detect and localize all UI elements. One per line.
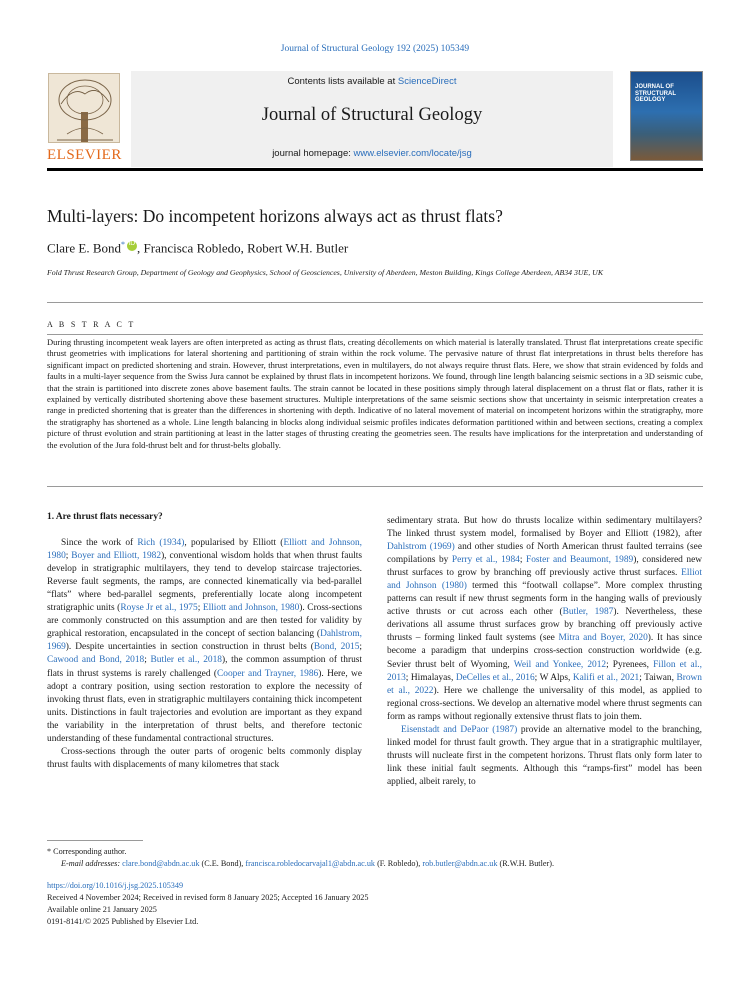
body-text: termed this “footwall collapse”. More complex thrusting patterns can result if new thrust segments form in the hanging walls of previously active thrusts or cut across each other ( <box>387 581 703 618</box>
affiliation: Fold Thrust Research Group, Department of Geology and Geophysics, School of Geosciences, University of Aberdeen, Meston Building, Kings College Aberdeen, AB34 3UE, UK <box>47 268 604 277</box>
corresponding-author-note: * Corresponding author. <box>47 847 127 856</box>
body-text: ; Pyrenees, <box>606 659 654 670</box>
abstract-top-rule <box>47 302 703 303</box>
reference-link[interactable]: Elliott and Johnson, 1980 <box>47 538 363 562</box>
journal-homepage-link[interactable]: www.elsevier.com/locate/jsg <box>353 148 472 159</box>
paragraph <box>387 724 702 789</box>
article-history <box>47 880 703 928</box>
corresponding-author-mark[interactable]: * <box>121 240 126 249</box>
abstract-heading: A B S T R A C T <box>47 320 136 329</box>
homepage-line <box>131 148 613 159</box>
reference-link[interactable]: DeCelles et al., 2016 <box>455 672 535 683</box>
elsevier-tree-icon <box>48 73 120 143</box>
abstract-heading-rule <box>47 334 703 335</box>
reference-link[interactable]: Eisenstadt and DePaor (1987) <box>401 724 518 735</box>
journal-citation-link[interactable]: Journal of Structural Geology 192 (2025) 105349 <box>280 44 470 54</box>
email-link[interactable]: rob.butler@abdn.ac.uk <box>422 859 498 868</box>
footnote-rule <box>47 840 143 841</box>
author-separator: , <box>240 240 248 256</box>
reference-link[interactable]: Elliot and Johnson (1980) <box>387 568 702 592</box>
doi-link[interactable]: https://doi.org/10.1016/j.jsg.2025.105349 <box>47 881 184 890</box>
reference-link[interactable]: Rich (1934) <box>137 538 185 549</box>
reference-link[interactable]: Brown et al., 2022 <box>387 672 702 696</box>
homepage-prefix: journal homepage: <box>272 148 354 159</box>
cover-title-text: JOURNAL OF STRUCTURAL GEOLOGY <box>635 84 676 103</box>
reference-link[interactable]: Dahlstrom, 1969 <box>47 629 362 653</box>
contents-line <box>131 76 613 87</box>
body-text: ), the common assumption of thrust flats in thrust systems is rarely challenged ( <box>47 655 363 679</box>
reference-link[interactable]: Cawood and Bond, 2018 <box>47 655 145 666</box>
author-butler[interactable]: Robert W.H. Butler <box>247 240 349 256</box>
section-heading: 1. Are thrust flats necessary? <box>47 512 163 522</box>
body-text: provide an alternative model to the branching, linked model for thrust fault growth. They argue that in a stratigraphic multilayer, thrusts will nucleate first in the competent horizons. Thrust flats only form later to link these initial fault segments. Although this “ramps-first” model has been applied, albeit rarely, to <box>387 724 702 787</box>
reference-link[interactable]: Cooper and Trayner, 1986 <box>217 668 319 679</box>
elsevier-wordmark: ELSEVIER <box>47 147 122 163</box>
journal-info-box <box>131 71 613 167</box>
reference-link[interactable]: Dahlstrom (1969) <box>387 542 455 553</box>
body-text: ; <box>144 655 151 666</box>
body-text: ). Here, we adopt a contrary position, using section restoration to explore the necessity of invoking thrust flats, even in stratigraphic multilayers containing thick incompetent units. Distinctions in fault trajectories and evolution are important as they expand the variability in the interpretation of thrust belts, and therefore tectonic understanding of these fundamental contractional structures. <box>47 668 362 744</box>
author-robledo[interactable]: Francisca Robledo <box>143 240 241 256</box>
body-text: and other studies of North American thrust faulted terrains (see compilations by <box>387 542 702 566</box>
body-text: ; <box>197 603 203 614</box>
email-line <box>47 858 703 870</box>
journal-header <box>47 71 703 167</box>
body-text: ; <box>65 551 72 562</box>
reference-link[interactable]: Kalifi et al., 2021 <box>572 672 640 683</box>
abstract-bottom-rule <box>47 486 703 487</box>
journal-cover-thumbnail[interactable] <box>630 71 703 161</box>
email-owner: (F. Robledo), <box>375 859 423 868</box>
email-owner: (R.W.H. Butler). <box>497 859 554 868</box>
body-text: ), conventional wisdom holds that when thrust faults develop in stratigraphic multilayers, they tend to develop staircase trajectories. Reverse fault segments, the ramps, are connected kinematically via bed-parallel “flats” where bed-parallel segments, preferentially locate along incompetent stratigraphic units ( <box>47 551 362 614</box>
body-text: ; <box>359 642 362 653</box>
received-dates: Received 4 November 2024; Received in revised form 8 January 2025; Accepted 16 January 2025 <box>47 893 369 902</box>
email-label: E-mail addresses: <box>61 859 123 868</box>
body-text: ). Cross-sections are commonly constructed on this assumption and are then tested for validity by graphical restoration, encapsulated in the concept of section balancing ( <box>47 603 362 640</box>
body-text: ). Despite uncertainties in section construction in thrust belts ( <box>65 642 314 653</box>
elsevier-logo[interactable] <box>47 73 121 161</box>
body-text: ; Taiwan, <box>639 672 677 683</box>
reference-link[interactable]: Fillon et al., 2013 <box>387 659 702 683</box>
reference-link[interactable]: Royse Jr et al., 1975 <box>120 603 198 614</box>
author-list <box>47 240 703 256</box>
left-column <box>47 511 362 772</box>
body-text: ; <box>519 555 526 566</box>
body-text: Since the work of <box>61 538 138 549</box>
email-link[interactable]: francisca.robledocarvajal1@abdn.ac.uk <box>245 859 376 868</box>
contents-prefix: Contents lists available at <box>287 76 398 87</box>
reference-link[interactable]: Elliott and Johnson, 1980 <box>202 603 300 614</box>
footnote <box>47 846 703 870</box>
sciencedirect-link[interactable]: ScienceDirect <box>397 76 457 87</box>
reference-link[interactable]: Bond, 2015 <box>313 642 360 653</box>
email-link[interactable]: clare.bond@abdn.ac.uk <box>122 859 200 868</box>
reference-link[interactable]: Perry et al., 1984 <box>451 555 520 566</box>
copyright: 0191-8141/© 2025 Published by Elsevier Ltd. <box>47 917 199 926</box>
body-text: ; W Alps, <box>534 672 573 683</box>
right-column <box>387 515 702 789</box>
available-online: Available online 21 January 2025 <box>47 905 157 914</box>
header-divider <box>47 168 703 171</box>
body-text: ). It has since become a paradigm that underpins cross-section construction worldwide (e.g. Sevier thrust belt of Wyoming, <box>387 633 702 670</box>
orcid-label: iD <box>128 240 136 248</box>
body-text: , popularised by Elliott ( <box>184 538 284 549</box>
body-text: ). Here we challenge the universality of this model, as applied to regional cross-sections. We develop an alternative model where thrust segments can form as ramps without regionally extensive thrust flats to join them. <box>387 685 702 722</box>
body-text: sedimentary strata. But how do thrusts localize within sedimentary multilayers? The linked thrust system model, formalised by Boyer and Elliott (1982), after <box>387 516 702 540</box>
reference-link[interactable]: Foster and Beaumont, 1989 <box>525 555 634 566</box>
reference-link[interactable]: Boyer and Elliott, 1982 <box>71 551 162 562</box>
body-text: ). Nevertheless, these derivations all assume thrust surfaces grow by branching off previously active thrusts – forming linked fault systems (see <box>387 607 702 644</box>
reference-link[interactable]: Weil and Yonkee, 2012 <box>513 659 607 670</box>
abstract-text: During thrusting incompetent weak layers are often interpreted as acting as thrust flats, creating décollements on which material is laterally translated. Thrust flat interpretations create specific thrust geometries with implications for lateral shortening and partitioning of strain within the rock volume. The pervasive nature of thrust flat interpretations in thrust belts therefore has significant impact on predicted shortening and strain. However, thrust interpretations, even in multilayers, do not always require thrust flats. Here, we show that strain evidenced by folds and faults in a multi-layer sequence from the Swiss Jura cannot be explained by thrust flats in incompetent horizons. We found, through line length balancing seismic sections in a 3D seismic cube, that the strain is partitioned into discrete zones above basement faults. The strain cannot be located in these positions simply through lateral displacement on a thrust flat or flats, rather it is explained by vertically distributed shortening above these basement structures. Multiple interpretations of the same seismic sections show that uncertainty in seismic interpretation creates a range in predicted shortening that is greater than the differences in shortening with depth. Indicative of no lateral movement of material on incompetent horizons within the stratigraphy, more the stratigraphy has shortened as a whole. Line length balancing in blocks along individual seismic profiles indicates deformation partitioned within and between sections, creating a complex picture of thrust evolution and strain partitioning at least in the latter stages of thrusting creating the geometries seen. The results have implications for the interpretation and understanding of the evolution of the Jura fold-thrust belt and for thrust-belts globally. <box>47 337 703 450</box>
reference-link[interactable]: Butler et al., 2018 <box>150 655 222 666</box>
author-separator: , <box>137 240 144 256</box>
reference-link[interactable]: Butler, 1987 <box>562 607 614 618</box>
paragraph: Cross-sections through the outer parts of orogenic belts commonly display thrust faults with displacements of many kilometres that stack <box>47 746 362 770</box>
author-bond[interactable]: Clare E. Bond <box>47 240 122 256</box>
body-text: ; Himalayas, <box>405 672 456 683</box>
email-owner: (C.E. Bond), <box>199 859 246 868</box>
paragraph <box>47 537 362 746</box>
journal-title: Journal of Structural Geology <box>261 105 483 125</box>
body-text: ), considered new thrust surfaces to grow by branching off previously active thrust surfaces. <box>387 555 702 579</box>
paragraph <box>387 515 702 724</box>
reference-link[interactable]: Mitra and Boyer, 2020 <box>558 633 648 644</box>
orcid-icon[interactable] <box>127 241 137 251</box>
article-title: Multi-layers: Do incompetent horizons always act as thrust flats? <box>47 206 503 226</box>
